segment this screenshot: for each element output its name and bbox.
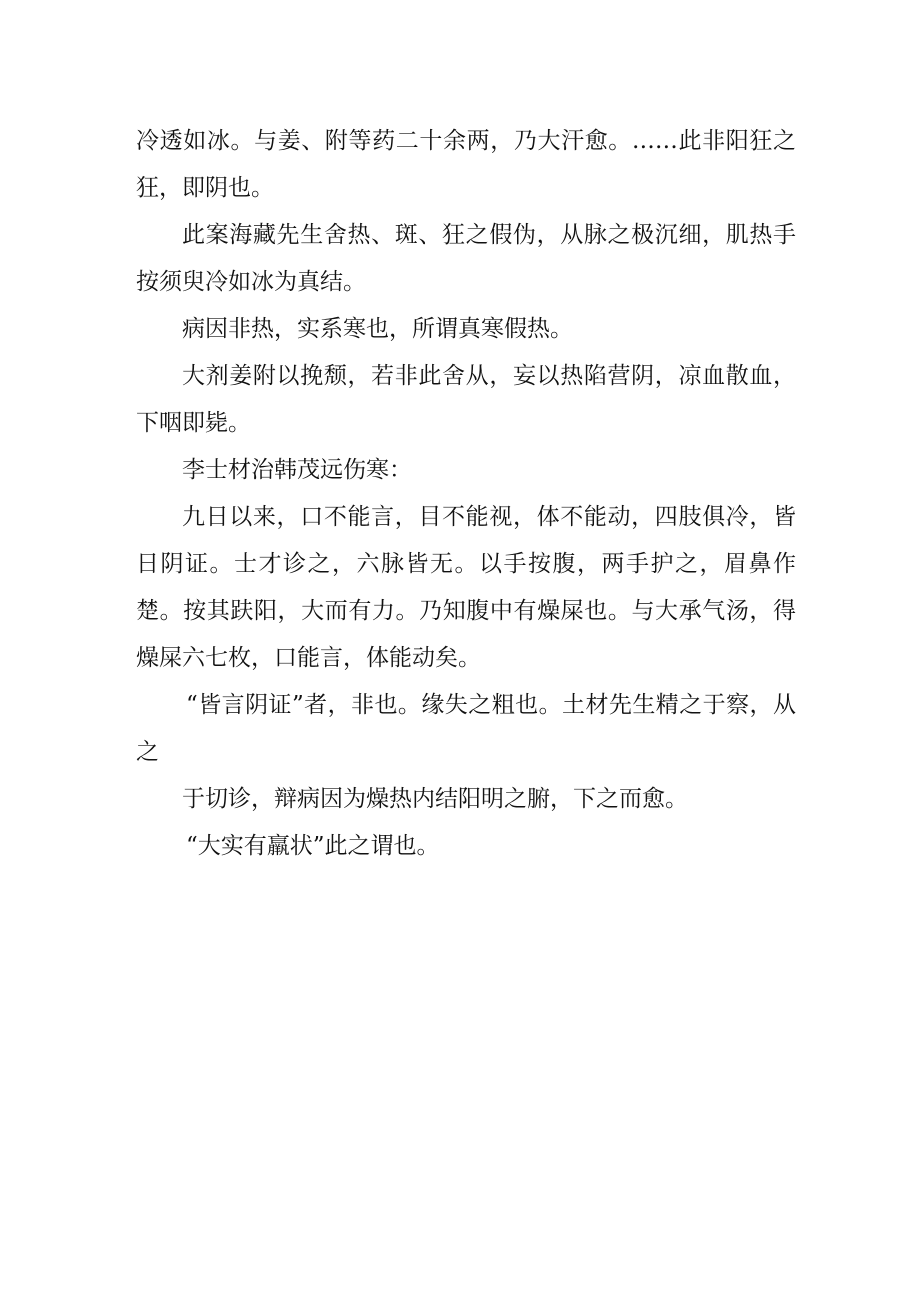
paragraph-case-description: 九日以来，口不能言，目不能视，体不能动，四肢俱冷，皆日阴证。士才诊之，六脉皆无。以手按腹，两手护之，眉鼻作楚。按其趺阳，大而有力。乃知腹中有燥屎也。与大承气汤，得燥屎六七枚，口能言，体能动矣。 bbox=[136, 504, 796, 671]
paragraph-continuation: 冷透如冰。与姜、附等药二十余两，乃大汗愈。……此非阳狂之狂，即阴也。 bbox=[136, 128, 796, 201]
paragraph-quote-commentary: “皆言阴证”者，非也。缘失之粗也。土材先生精之于察，从之 bbox=[136, 692, 796, 765]
paragraph-diagnosis: 于切诊，辩病因为燥热内结阳明之腑，下之而愈。 bbox=[182, 786, 688, 812]
document-body bbox=[136, 118, 796, 870]
paragraph-closing-quote: “大实有羸状”此之谓也。 bbox=[186, 833, 440, 859]
paragraph-case-title: 李士材治韩茂远伤寒： bbox=[182, 457, 412, 483]
paragraph-case-analysis: 此案海藏先生舍热、斑、狂之假伪，从脉之极沉细，肌热手按须臾冷如冰为真结。 bbox=[136, 222, 796, 295]
paragraph-cause: 病因非热，实系寒也，所谓真寒假热。 bbox=[182, 316, 573, 342]
paragraph-treatment: 大剂姜附以挽颓，若非此舍从，妄以热陷营阴，凉血散血，下咽即毙。 bbox=[136, 363, 796, 436]
